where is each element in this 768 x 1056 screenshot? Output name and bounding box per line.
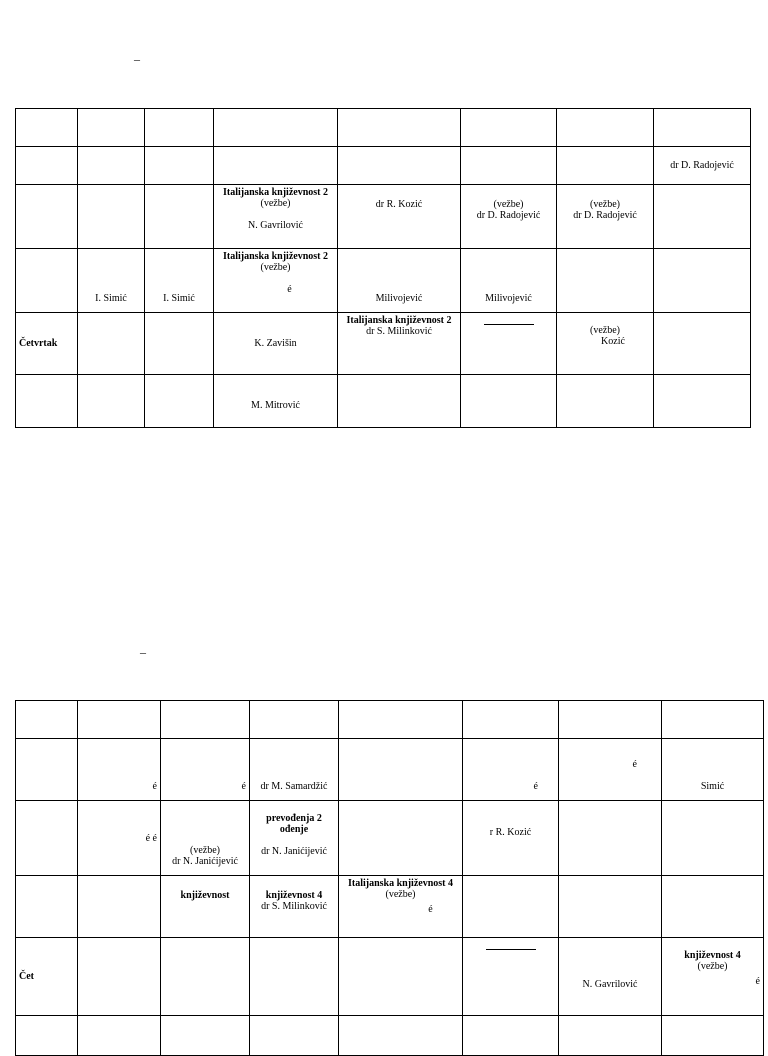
table-row	[16, 938, 764, 1016]
teacher-name: K. Zavišin	[254, 338, 297, 349]
teacher-name: é	[287, 284, 292, 295]
table-cell	[461, 313, 557, 375]
table-cell	[461, 249, 557, 313]
course-title: Italijanska književnost 4	[347, 878, 453, 889]
course-type: (vežbe)	[260, 198, 291, 209]
course-title: prevođenja 2	[266, 813, 322, 824]
teacher-name: dr N. Janićijević	[261, 846, 327, 857]
table-cell	[78, 876, 161, 938]
teacher-name: Milivojević	[375, 293, 423, 304]
table-cell	[250, 801, 339, 876]
cell-text: é	[632, 759, 637, 770]
course-type: (vežbe)	[590, 325, 620, 336]
table-cell	[463, 739, 559, 801]
table-row	[16, 185, 751, 249]
course-type: (vežbe)	[590, 199, 620, 210]
table-cell	[557, 375, 654, 428]
course-title: književnost	[180, 890, 230, 901]
table-cell	[78, 313, 145, 375]
table-cell	[145, 313, 214, 375]
table-cell	[339, 801, 463, 876]
table-cell	[339, 701, 463, 739]
teacher-name: é	[755, 976, 760, 987]
blank-line	[486, 949, 536, 950]
cell-text: é	[533, 781, 538, 792]
course-title: Italijanska književnost 2	[346, 315, 452, 326]
table-cell	[662, 1016, 764, 1056]
table-cell	[16, 876, 78, 938]
table-cell	[338, 109, 461, 147]
day-label-text: Četvrtak	[19, 338, 58, 349]
table-cell	[145, 249, 214, 313]
table-cell	[161, 801, 250, 876]
teacher-name: N. Gavrilović	[248, 220, 303, 231]
table-cell	[145, 147, 214, 185]
course-type: (vežbe)	[260, 262, 291, 273]
table-cell	[461, 375, 557, 428]
course-title: književnost 4	[684, 950, 741, 961]
teacher-name: é	[428, 904, 433, 915]
table-row	[16, 147, 751, 185]
teacher-name: r R. Kozić	[489, 827, 532, 838]
table-cell	[557, 249, 654, 313]
table-cell	[338, 147, 461, 185]
table-cell	[145, 109, 214, 147]
table-cell	[78, 375, 145, 428]
table-row	[16, 801, 764, 876]
table-cell	[559, 1016, 662, 1056]
table-row	[16, 876, 764, 938]
table-cell	[559, 876, 662, 938]
table-cell	[662, 876, 764, 938]
table-cell	[214, 147, 338, 185]
table-row	[16, 249, 751, 313]
table-cell	[662, 801, 764, 876]
teacher-name: Simić	[700, 781, 725, 792]
table-cell	[78, 701, 161, 739]
table-cell	[161, 739, 250, 801]
table-cell	[463, 876, 559, 938]
table-cell	[250, 701, 339, 739]
table-cell	[338, 313, 461, 375]
day-label-text: Čet	[19, 971, 34, 982]
table-cell	[559, 938, 662, 1016]
table-cell	[16, 1016, 78, 1056]
table-cell	[654, 313, 751, 375]
dash-mark-1: –	[134, 52, 140, 66]
teacher-name: N. Gavrilović	[582, 979, 638, 990]
table-cell	[214, 185, 338, 249]
schedule-table-2	[15, 700, 764, 1056]
table-cell	[662, 701, 764, 739]
blank-line	[484, 324, 534, 325]
table-cell	[559, 801, 662, 876]
cell-text: é é	[145, 832, 157, 844]
table-cell	[250, 1016, 339, 1056]
table-cell	[461, 109, 557, 147]
course-title: književnost 4	[265, 890, 323, 901]
course-type: (vežbe)	[493, 199, 524, 210]
table-cell	[339, 1016, 463, 1056]
table-cell	[662, 739, 764, 801]
teacher-name: dr S. Milinković	[261, 901, 327, 912]
table-cell	[78, 739, 161, 801]
table-cell	[214, 249, 338, 313]
day-label	[16, 313, 78, 375]
table-cell	[250, 938, 339, 1016]
table-cell	[339, 876, 463, 938]
table-cell	[339, 739, 463, 801]
table-cell	[16, 375, 78, 428]
table-cell	[16, 801, 78, 876]
table-cell	[145, 185, 214, 249]
table-cell	[339, 938, 463, 1016]
table-row	[16, 739, 764, 801]
teacher-name: Milivojević	[485, 293, 532, 304]
table-row	[16, 109, 751, 147]
table-cell	[250, 876, 339, 938]
table-cell	[145, 375, 214, 428]
table-cell	[214, 375, 338, 428]
table-cell	[338, 249, 461, 313]
table-cell	[338, 185, 461, 249]
table-cell	[559, 739, 662, 801]
table-cell	[557, 313, 654, 375]
teacher-name: dr D. Radojević	[670, 160, 734, 171]
course-title: Italijanska književnost 2	[222, 251, 328, 262]
table-cell	[78, 109, 145, 147]
table-cell	[461, 147, 557, 185]
table-cell	[557, 185, 654, 249]
table-row	[16, 1016, 764, 1056]
dash-mark-2: –	[140, 645, 146, 659]
course-title: Italijanska književnost 2	[222, 187, 328, 198]
teacher-name: dr D. Radojević	[476, 210, 541, 221]
table-cell	[161, 938, 250, 1016]
table-cell	[250, 739, 339, 801]
table-cell	[662, 938, 764, 1016]
table-cell	[78, 147, 145, 185]
table-cell	[78, 801, 161, 876]
table-cell	[463, 701, 559, 739]
teacher-name: dr D. Radojević	[573, 210, 637, 221]
table-cell	[16, 249, 78, 313]
table-cell	[16, 701, 78, 739]
table-cell	[654, 185, 751, 249]
table-cell	[214, 313, 338, 375]
teacher-name: I. Simić	[95, 293, 127, 304]
table-cell	[78, 185, 145, 249]
table-cell	[463, 1016, 559, 1056]
table-cell	[161, 1016, 250, 1056]
table-cell	[654, 147, 751, 185]
table-cell	[654, 109, 751, 147]
table-cell	[16, 147, 78, 185]
table-cell	[463, 801, 559, 876]
teacher-name: dr N. Janićijević	[172, 856, 238, 867]
teacher-name: dr S. Milinković	[366, 326, 432, 337]
table-cell	[161, 701, 250, 739]
table-cell	[557, 109, 654, 147]
course-type: (vežbe)	[385, 889, 416, 900]
table-cell	[654, 375, 751, 428]
course-type: (vežbe)	[190, 845, 220, 856]
table-cell	[78, 249, 145, 313]
table-cell	[461, 185, 557, 249]
course-type: (vežbe)	[697, 961, 728, 972]
table-row	[16, 375, 751, 428]
table-cell	[16, 109, 78, 147]
cell-text: é	[152, 781, 157, 792]
table-cell	[559, 701, 662, 739]
table-cell	[16, 185, 78, 249]
table-cell	[214, 109, 338, 147]
course-title: ođenje	[279, 824, 309, 835]
table-row	[16, 701, 764, 739]
table-cell	[78, 1016, 161, 1056]
day-label	[16, 938, 78, 1016]
table-cell	[161, 876, 250, 938]
table-cell	[463, 938, 559, 1016]
table-cell	[16, 739, 78, 801]
table-cell	[654, 249, 751, 313]
table-cell	[338, 375, 461, 428]
cell-text: é	[241, 781, 246, 792]
schedule-table-1	[15, 108, 751, 428]
teacher-name: M. Mitrović	[251, 399, 300, 411]
teacher-name: dr R. Kozić	[375, 199, 423, 210]
table-row	[16, 313, 751, 375]
table-cell	[78, 938, 161, 1016]
teacher-name: Kozić	[601, 336, 625, 347]
teacher-name: dr M. Samardžić	[260, 781, 328, 792]
table-cell	[557, 147, 654, 185]
teacher-name: I. Simić	[163, 293, 195, 304]
